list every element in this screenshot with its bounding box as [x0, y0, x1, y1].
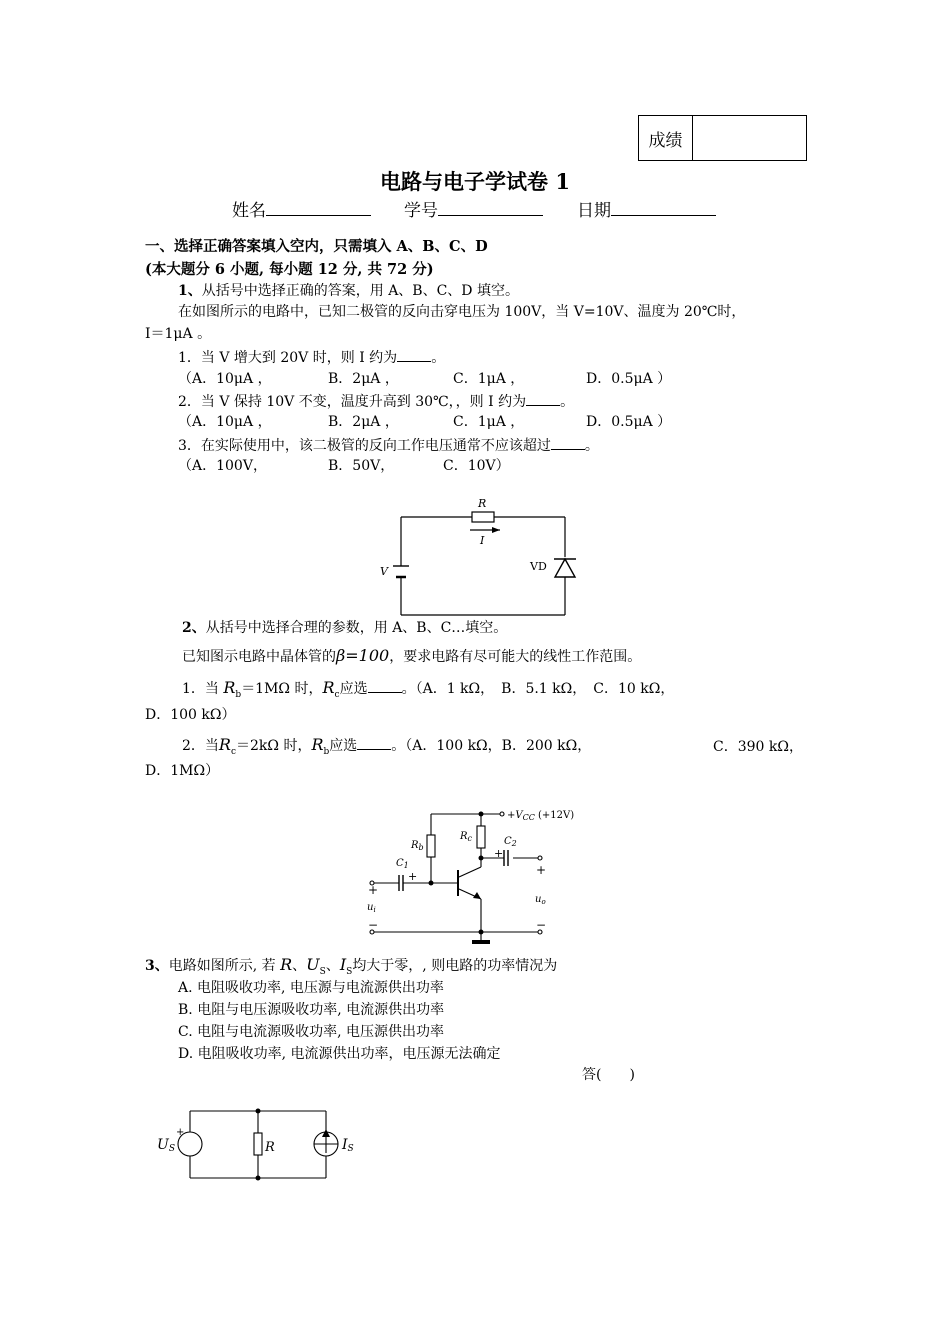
- score-box: [638, 115, 807, 161]
- q2-s2-b: ＝2kΩ 时，: [236, 738, 312, 754]
- c2-plus: +: [494, 847, 504, 860]
- q2-amplifier-circuit: [360, 800, 590, 950]
- q2-s1-b: ＝1MΩ 时，: [241, 681, 323, 697]
- q2-desc-b: ，要求电路有尽可能大的线性工作范围。: [389, 649, 642, 665]
- q2-s1-e: D．100 kΩ）: [145, 707, 236, 723]
- fig1-v-label: V: [380, 565, 388, 578]
- q1-sub2-end: 。: [560, 394, 575, 410]
- us-plus: +: [176, 1127, 185, 1138]
- q2-sub2: [182, 737, 591, 757]
- q3-is-sub: S: [346, 966, 353, 977]
- fig1-i-label: I: [480, 534, 485, 547]
- q3-r: R: [280, 955, 293, 974]
- q2-sub1-blank[interactable]: [368, 680, 402, 693]
- q1-lead-text: 从括号中选择正确的答案，用 A、B、C、D 填空。: [201, 283, 519, 299]
- q1-opt2-c: C．1μA ，: [453, 414, 525, 430]
- q3-text-a: 电路如图所示, 若: [168, 958, 276, 974]
- q2-s2-a: 2．当: [182, 738, 219, 754]
- beta-value: β=100: [336, 646, 390, 665]
- q1-sub2-text: 2．当 V 保持 10V 不变，温度升高到 30℃，，则 I 约为: [178, 394, 527, 410]
- c1-plus: +: [408, 870, 418, 883]
- q1-sub2: [178, 393, 574, 409]
- fig3-r-label: R: [265, 1140, 275, 1155]
- q3-opt-a: A. 电阻吸收功率, 电压源与电流源供出功率: [178, 980, 444, 996]
- output-plus: +: [536, 863, 547, 877]
- q2-s2-rb: R: [311, 735, 324, 754]
- q1-sub1-blank[interactable]: [397, 349, 431, 362]
- input-minus: −: [368, 918, 379, 932]
- q3-text-b: 均大于零，, 则电路的功率情况为: [352, 958, 558, 974]
- q3-opt-d: D. 电阻吸收功率, 电流源供出功率，电压源无法确定: [178, 1046, 501, 1062]
- q1-diode-circuit: [370, 490, 590, 620]
- fig3-is-label: IS: [342, 1137, 354, 1154]
- q3-stem: 3、电路如图所示, 若 R、$U_S$、$I_S$均大于零，, 则电路的功率情况为: [145, 955, 558, 977]
- date-label: 日期: [577, 201, 611, 221]
- battery-symbol: [393, 566, 409, 577]
- ui-label: $u_i$: [367, 902, 376, 914]
- q3-is: I: [339, 955, 347, 974]
- q3-us-sub: S: [319, 966, 326, 977]
- ground-symbol: [472, 940, 490, 944]
- date-blank[interactable]: [611, 199, 716, 216]
- id-label: 学号: [404, 201, 438, 221]
- fig3-us-label: US: [157, 1137, 175, 1154]
- section-subheading: (本大题分 6 小题, 每小题 12 分, 共 72 分): [145, 261, 434, 278]
- q2-s2-e: C．390 kΩ，: [713, 739, 803, 755]
- q1-sub1-end: 。: [431, 350, 446, 366]
- q2-s2-rc: R: [218, 735, 231, 754]
- q1-desc1: 在如图所示的电路中，已知二极管的反向击穿电压为 100V，当 V=10V、温度为 20℃时，: [178, 304, 746, 320]
- q2-sub2-blank[interactable]: [357, 737, 391, 750]
- q1-sub2-blank[interactable]: [526, 393, 560, 406]
- q2-desc-a: 已知图示电路中晶体管的: [182, 649, 336, 665]
- c1-capacitor: [399, 875, 403, 891]
- q2-sub1: [182, 680, 674, 700]
- diode-symbol: [554, 559, 576, 577]
- q2-s1-rb-sub: b: [235, 689, 242, 700]
- q2-s1-rb: R: [223, 678, 236, 697]
- q2-desc: [182, 648, 641, 664]
- page-title: 电路与电子学试卷 1: [380, 169, 570, 194]
- q1-opt2-a: （A．10μA ，: [178, 414, 272, 430]
- score-field[interactable]: [693, 116, 806, 160]
- q1-opt2-d: D．0.5μA ）: [586, 414, 672, 430]
- q2-s1-rc-sub: c: [334, 689, 340, 700]
- q1-sub3: [178, 437, 599, 453]
- q1-opt1-b: B．2μA ，: [328, 371, 399, 387]
- q1-opt1-a: （A．10μA ，: [178, 371, 272, 387]
- fig1-r-label: R: [478, 497, 487, 510]
- q1-sub1: [178, 349, 445, 365]
- q3-answer[interactable]: 答( ): [582, 1067, 635, 1083]
- q2-number: 2、: [182, 620, 206, 636]
- q1-opt3-b: B．50V，: [328, 458, 395, 474]
- q2-s1-d: 。（A．1 kΩ， B．5.1 kΩ， C．10 kΩ，: [401, 681, 675, 697]
- q3-opt-c: C. 电阻与电流源吸收功率, 电压源供出功率: [178, 1024, 445, 1040]
- q1-sub3-text: 3．在实际使用中，该二极管的反向工作电压通常不应该超过: [178, 438, 551, 454]
- q2-s1-rc: R: [322, 678, 335, 697]
- vcc-label: $+V_{CC}$: [507, 810, 535, 822]
- q1-desc2: I＝1μA 。: [145, 326, 212, 342]
- q1-number: 1、: [178, 283, 202, 299]
- q1-sub3-blank[interactable]: [551, 437, 585, 450]
- q2-s2-rc-sub: c: [230, 746, 237, 757]
- q1-opt1-d: D．0.5μA ）: [586, 371, 672, 387]
- score-label: 成绩: [639, 116, 693, 160]
- name-blank[interactable]: [266, 199, 371, 216]
- q3-source-circuit: [150, 1100, 370, 1190]
- input-plus: +: [368, 883, 379, 897]
- uo-label: $u_o$: [535, 894, 546, 906]
- q1-opt3-a: （A．100V，: [178, 458, 267, 474]
- fig1-vd-label: VD: [530, 560, 547, 573]
- q2-s2-f: D．1MΩ）: [145, 763, 220, 779]
- q2-lead-text: 从括号中选择合理的参数，用 A、B、C…填空。: [205, 620, 508, 636]
- id-blank[interactable]: [438, 199, 543, 216]
- q3-number: 3、: [145, 958, 169, 974]
- section-heading: 一、选择正确答案填入空内，只需填入 A、B、C、D: [145, 238, 488, 255]
- q3-us: U: [306, 955, 320, 974]
- date-field: [577, 196, 716, 221]
- q2-s1-c: 应选: [339, 681, 368, 697]
- q1-opt3-c: C．10V）: [443, 458, 510, 474]
- id-field: [404, 196, 543, 221]
- q1-lead: [178, 284, 519, 298]
- name-field: [232, 196, 371, 221]
- q2-s1-a: 1．当: [182, 681, 219, 697]
- current-arrow: [492, 527, 500, 533]
- q2-s2-c: 应选: [329, 738, 358, 754]
- c2-label: $C_2$: [504, 836, 517, 848]
- q2-lead: [182, 621, 507, 635]
- vcc-value: (+12V): [538, 810, 575, 821]
- q1-sub3-end: 。: [584, 438, 599, 454]
- c1-label: $C_1$: [396, 858, 409, 870]
- rb-label: $R_b$: [411, 840, 424, 852]
- q3-opt-b: B. 电阻与电压源吸收功率, 电流源供出功率: [178, 1002, 445, 1018]
- current-source-arrow: [322, 1129, 330, 1137]
- q1-opt2-b: B．2μA ，: [328, 414, 399, 430]
- c2-capacitor: [504, 850, 508, 866]
- rc-label: $R_c$: [460, 831, 473, 843]
- q2-s2-d: 。（A．100 kΩ，B．200 kΩ，: [391, 738, 592, 754]
- q2-s2-rb-sub: b: [323, 746, 330, 757]
- output-minus: −: [536, 918, 547, 932]
- q1-sub1-text: 1．当 V 增大到 20V 时，则 I 约为: [178, 350, 398, 366]
- name-label: 姓名: [232, 201, 266, 221]
- q1-opt1-c: C．1μA ，: [453, 371, 525, 387]
